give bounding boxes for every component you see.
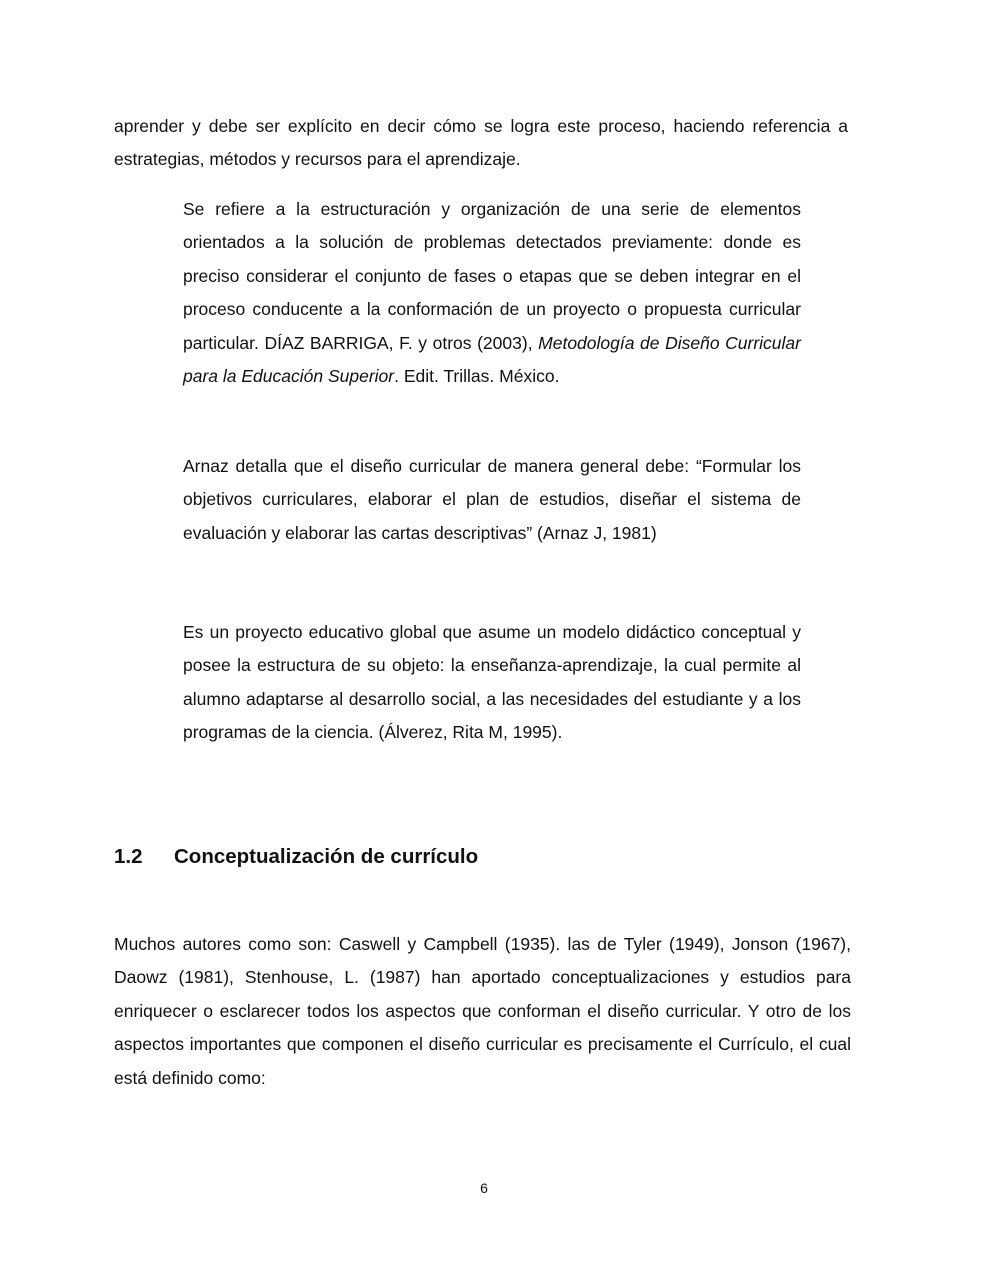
book-title: Metodología de Diseño Curricular para la Educación Superior: [183, 332, 801, 387]
block-quote-arnaz: Arnaz detalla que el diseño curricular de manera general debe: “Formular los objetivos curriculares, elaborar el plan de estudios, diseñar el sistema de evaluación y elaborar las cartas descriptivas” (Arnaz J, 1981): [183, 456, 801, 543]
section-heading: [114, 845, 478, 869]
page-number: 6: [480, 1180, 488, 1196]
quote-text-end: . Edit. Trillas. México.: [394, 366, 560, 387]
block-quote-diaz-barriga: [183, 193, 801, 393]
section-title: Conceptualización de currículo: [174, 845, 479, 868]
body-paragraph: Muchos autores como son: Caswell y Campbell (1935). las de Tyler (1949), Jonson (1967), Daowz (1981), Stenhouse, L. (1987) han aportado conceptualizaciones y estudios para enriquecer o esclarecer todos los aspectos que conforman el diseño curricular. Y otro de los aspectos importantes que componen el diseño curricular es precisamente el Currículo, el cual está definido como:: [114, 934, 851, 1088]
quote-text: Se refiere a la estructuración y organización de una serie de elementos orientados a la solución de problemas detectados previamente: donde es preciso considerar el conjunto de fases o etapas que se deben integrar en el proceso conducente a la conformación de un proyecto o propuesta curricular particular. DÍAZ BARRIGA, F. y otros (2003),: [183, 199, 801, 353]
section-number: 1.2: [114, 845, 143, 868]
block-quote-alverez: Es un proyecto educativo global que asume un modelo didáctico conceptual y posee la estructura de su objeto: la enseñanza-aprendizaje, la cual permite al alumno adaptarse al desarrollo social, a las necesidades del estudiante y a los programas de la ciencia. (Álverez, Rita M, 1995).: [183, 622, 801, 743]
intro-paragraph: aprender y debe ser explícito en decir cómo se logra este proceso, haciendo referencia a estrategias, métodos y recursos para el aprendizaje.: [114, 116, 848, 170]
